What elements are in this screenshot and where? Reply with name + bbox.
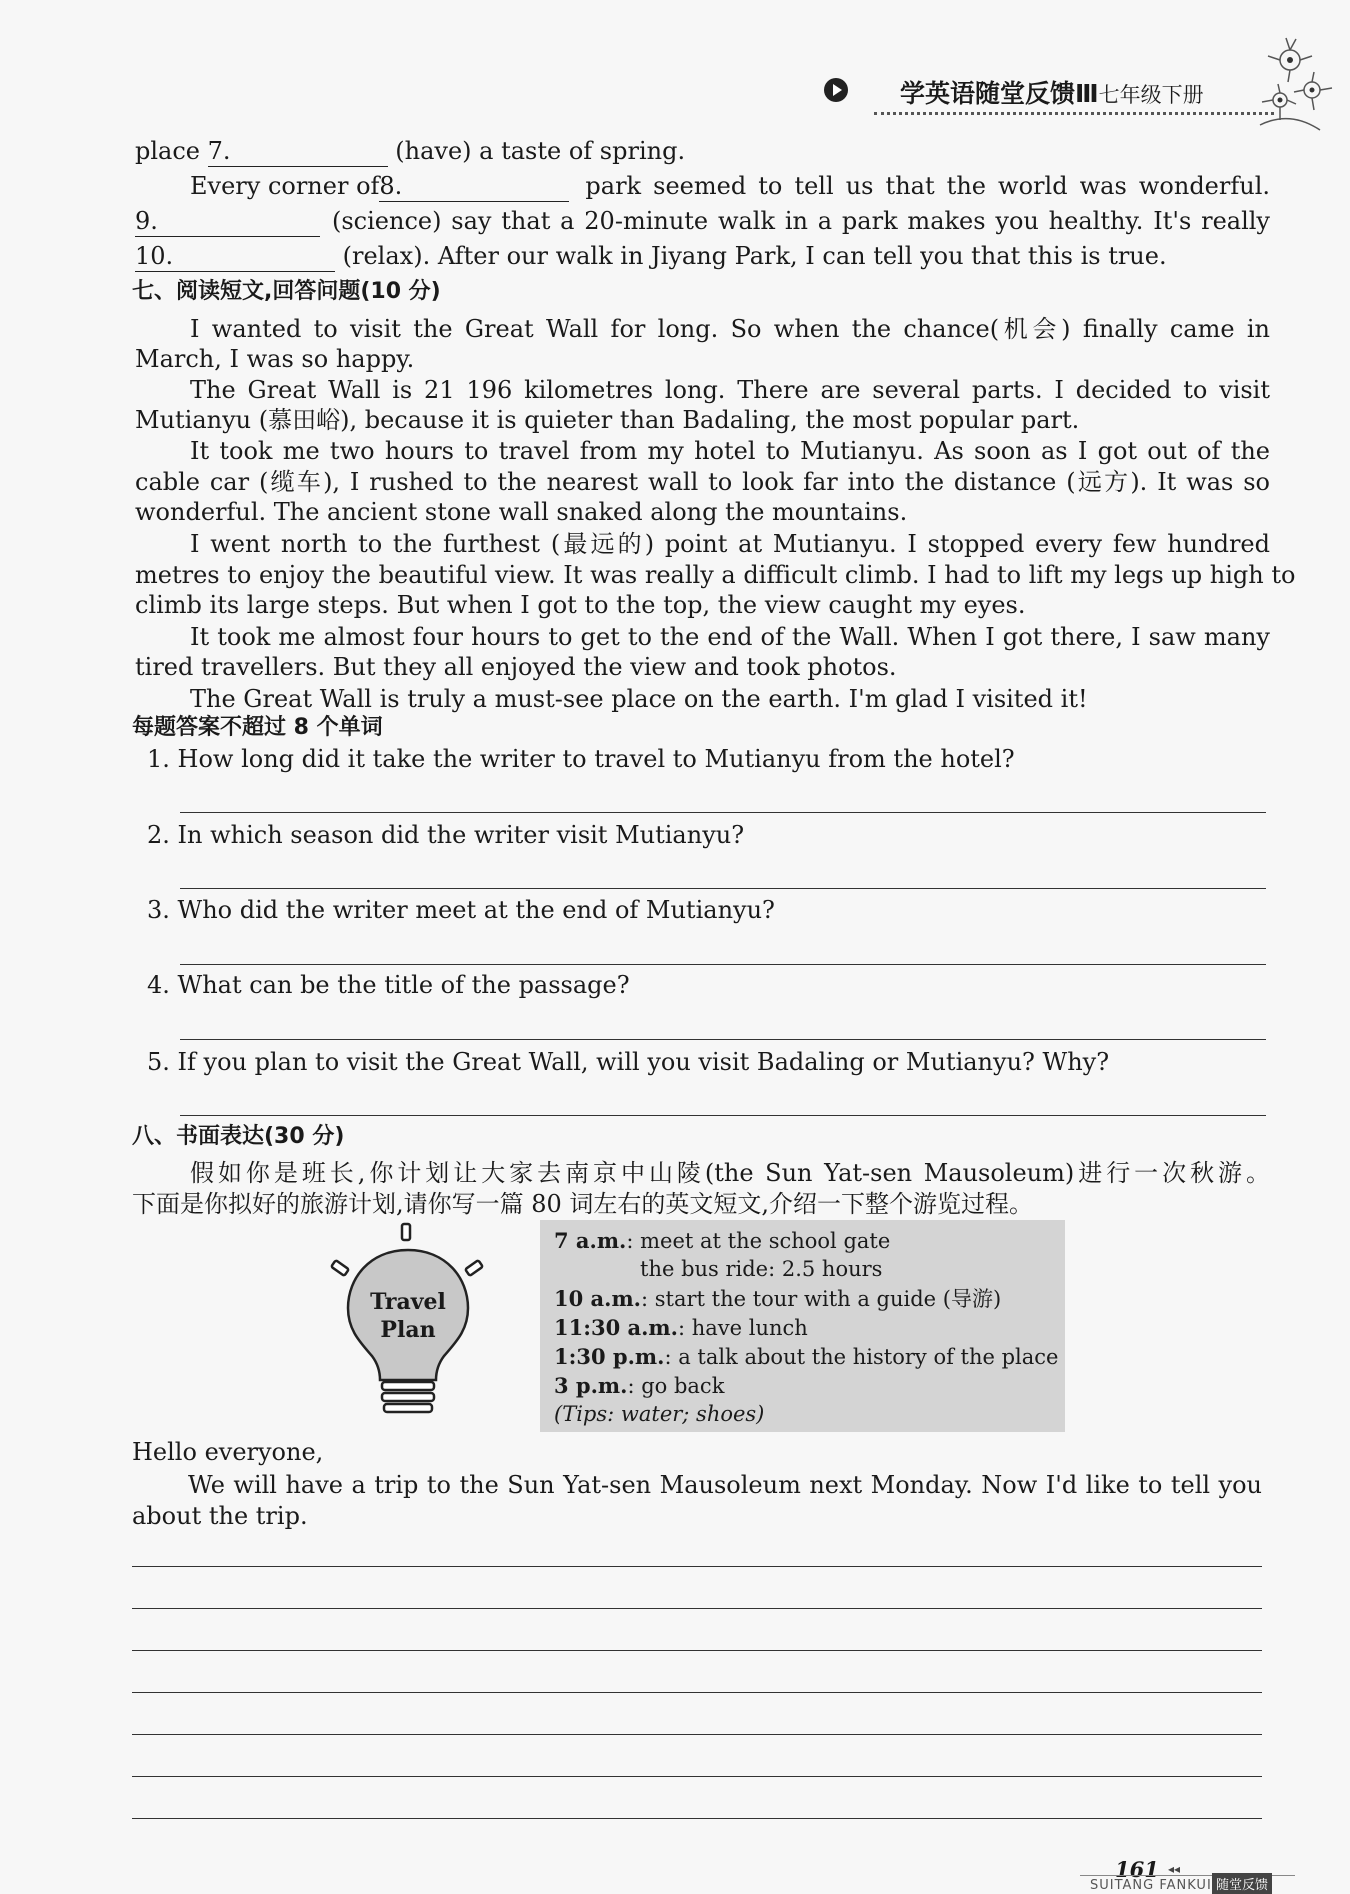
answer-blank-9[interactable]: 9. — [135, 206, 320, 237]
passage-line: metres to enjoy the beautiful view. It was really a difficult climb. I had to lift my legs up high to — [135, 561, 1296, 589]
writing-line[interactable] — [132, 1608, 1262, 1609]
passage-line: March, I was so happy. — [135, 345, 415, 373]
letter-body: about the trip. — [132, 1502, 308, 1530]
plan-tips: (Tips: water; shoes) — [554, 1402, 765, 1426]
passage-line: wonderful. The ancient stone wall snaked along the mountains. — [135, 498, 908, 526]
plan-item: 10 a.m.: start the tour with a guide (导游) — [554, 1286, 1002, 1311]
question-5: 5. If you plan to visit the Great Wall, will you visit Badaling or Mutianyu? Why? — [147, 1048, 1110, 1076]
writing-line[interactable] — [132, 1776, 1262, 1777]
book-subtitle: 七年级下册 — [1098, 83, 1204, 107]
answer-line-2[interactable] — [180, 888, 1266, 889]
question-1: 1. How long did it take the writer to travel to Mutianyu from the hotel? — [147, 745, 1015, 773]
play-icon — [824, 78, 848, 102]
cloze-line-9: 9. (science) say that a 20-minute walk in a park makes you healthy. It's really — [135, 207, 1270, 235]
plan-item: 3 p.m.: go back — [554, 1373, 725, 1398]
footer-badge: 随堂反馈 — [1212, 1873, 1272, 1894]
section-8-heading: 八、书面表达(30 分) — [132, 1124, 345, 1149]
plan-item: the bus ride: 2.5 hours — [640, 1257, 883, 1281]
answer-line-4[interactable] — [180, 1039, 1266, 1040]
passage-line: The Great Wall is truly a must-see place on the earth. I'm glad I visited it! — [190, 685, 1088, 713]
page-number: 161 — [1115, 1857, 1159, 1882]
question-4: 4. What can be the title of the passage? — [147, 971, 630, 999]
passage-line: It took me almost four hours to get to the end of the Wall. When I got there, I saw many — [190, 623, 1270, 651]
cloze-line-8: Every corner of 8. park seemed to tell us that the world was wonderful. — [190, 172, 1270, 200]
answer-blank-7[interactable]: 7. — [208, 136, 388, 167]
plan-item: 1:30 p.m.: a talk about the history of the place — [554, 1344, 1059, 1369]
plan-item: 7 a.m.: meet at the school gate — [554, 1228, 891, 1253]
passage-line: cable car (缆车), I rushed to the nearest wall to look far into the distance (远方). It was so — [135, 468, 1270, 496]
answer-line-3[interactable] — [180, 964, 1266, 965]
flower-decoration-icon — [1240, 30, 1340, 140]
cloze-line-10: 10. (relax). After our walk in Jiyang Park, I can tell you that this is true. — [135, 242, 1167, 270]
answer-blank-10[interactable]: 10. — [135, 241, 335, 272]
bulb-label: Travel Plan — [370, 1289, 446, 1343]
writing-line[interactable] — [132, 1818, 1262, 1819]
writing-prompt: 假如你是班长,你计划让大家去南京中山陵(the Sun Yat-sen Mausoleum)进行一次秋游。 — [190, 1159, 1270, 1187]
answer-blank-8[interactable]: 8. — [379, 171, 569, 202]
passage-line: The Great Wall is 21 196 kilometres long. There are several parts. I decided to visit — [190, 376, 1270, 404]
letter-body: We will have a trip to the Sun Yat-sen Mausoleum next Monday. Now I'd like to tell you — [188, 1471, 1262, 1499]
question-2: 2. In which season did the writer visit Mutianyu? — [147, 821, 745, 849]
passage-line: I wanted to visit the Great Wall for long. So when the chance(机会) finally came in — [190, 315, 1270, 343]
passage-line: Mutianyu (慕田峪), because it is quieter than Badaling, the most popular part. — [135, 406, 1080, 434]
letter-greeting: Hello everyone, — [132, 1438, 324, 1466]
book-title: 学英语随堂反馈Ⅲ七年级下册 — [900, 79, 1204, 108]
answer-line-5[interactable] — [180, 1115, 1266, 1116]
footer-brand: SUITANG FANKUI — [1090, 1878, 1212, 1893]
page-header — [820, 72, 1280, 112]
answer-instruction: 每题答案不超过 8 个单词 — [132, 715, 383, 740]
cloze-line-7: place 7. (have) a taste of spring. — [135, 137, 686, 165]
arrow-left-icon: ◂◂ — [1168, 1862, 1181, 1876]
travel-plan-box — [540, 1220, 1065, 1432]
writing-prompt: 下面是你拟好的旅游计划,请你写一篇 80 词左右的英文短文,介绍一下整个游览过程。 — [132, 1190, 1034, 1218]
writing-line[interactable] — [132, 1566, 1262, 1567]
header-dotted-rule — [874, 112, 1274, 115]
passage-line: tired travellers. But they all enjoyed the view and took photos. — [135, 653, 897, 681]
passage-line: climb its large steps. But when I got to the top, the view caught my eyes. — [135, 591, 1026, 619]
passage-line: I went north to the furthest (最远的) point at Mutianyu. I stopped every few hundred — [190, 530, 1270, 558]
writing-line[interactable] — [132, 1734, 1262, 1735]
passage-line: It took me two hours to travel from my hotel to Mutianyu. As soon as I got out of the — [190, 437, 1270, 465]
question-3: 3. Who did the writer meet at the end of Mutianyu? — [147, 896, 775, 924]
section-7-heading: 七、阅读短文,回答问题(10 分) — [132, 279, 441, 304]
plan-item: 11:30 a.m.: have lunch — [554, 1315, 808, 1340]
writing-line[interactable] — [132, 1692, 1262, 1693]
answer-line-1[interactable] — [180, 812, 1266, 813]
writing-line[interactable] — [132, 1650, 1262, 1651]
